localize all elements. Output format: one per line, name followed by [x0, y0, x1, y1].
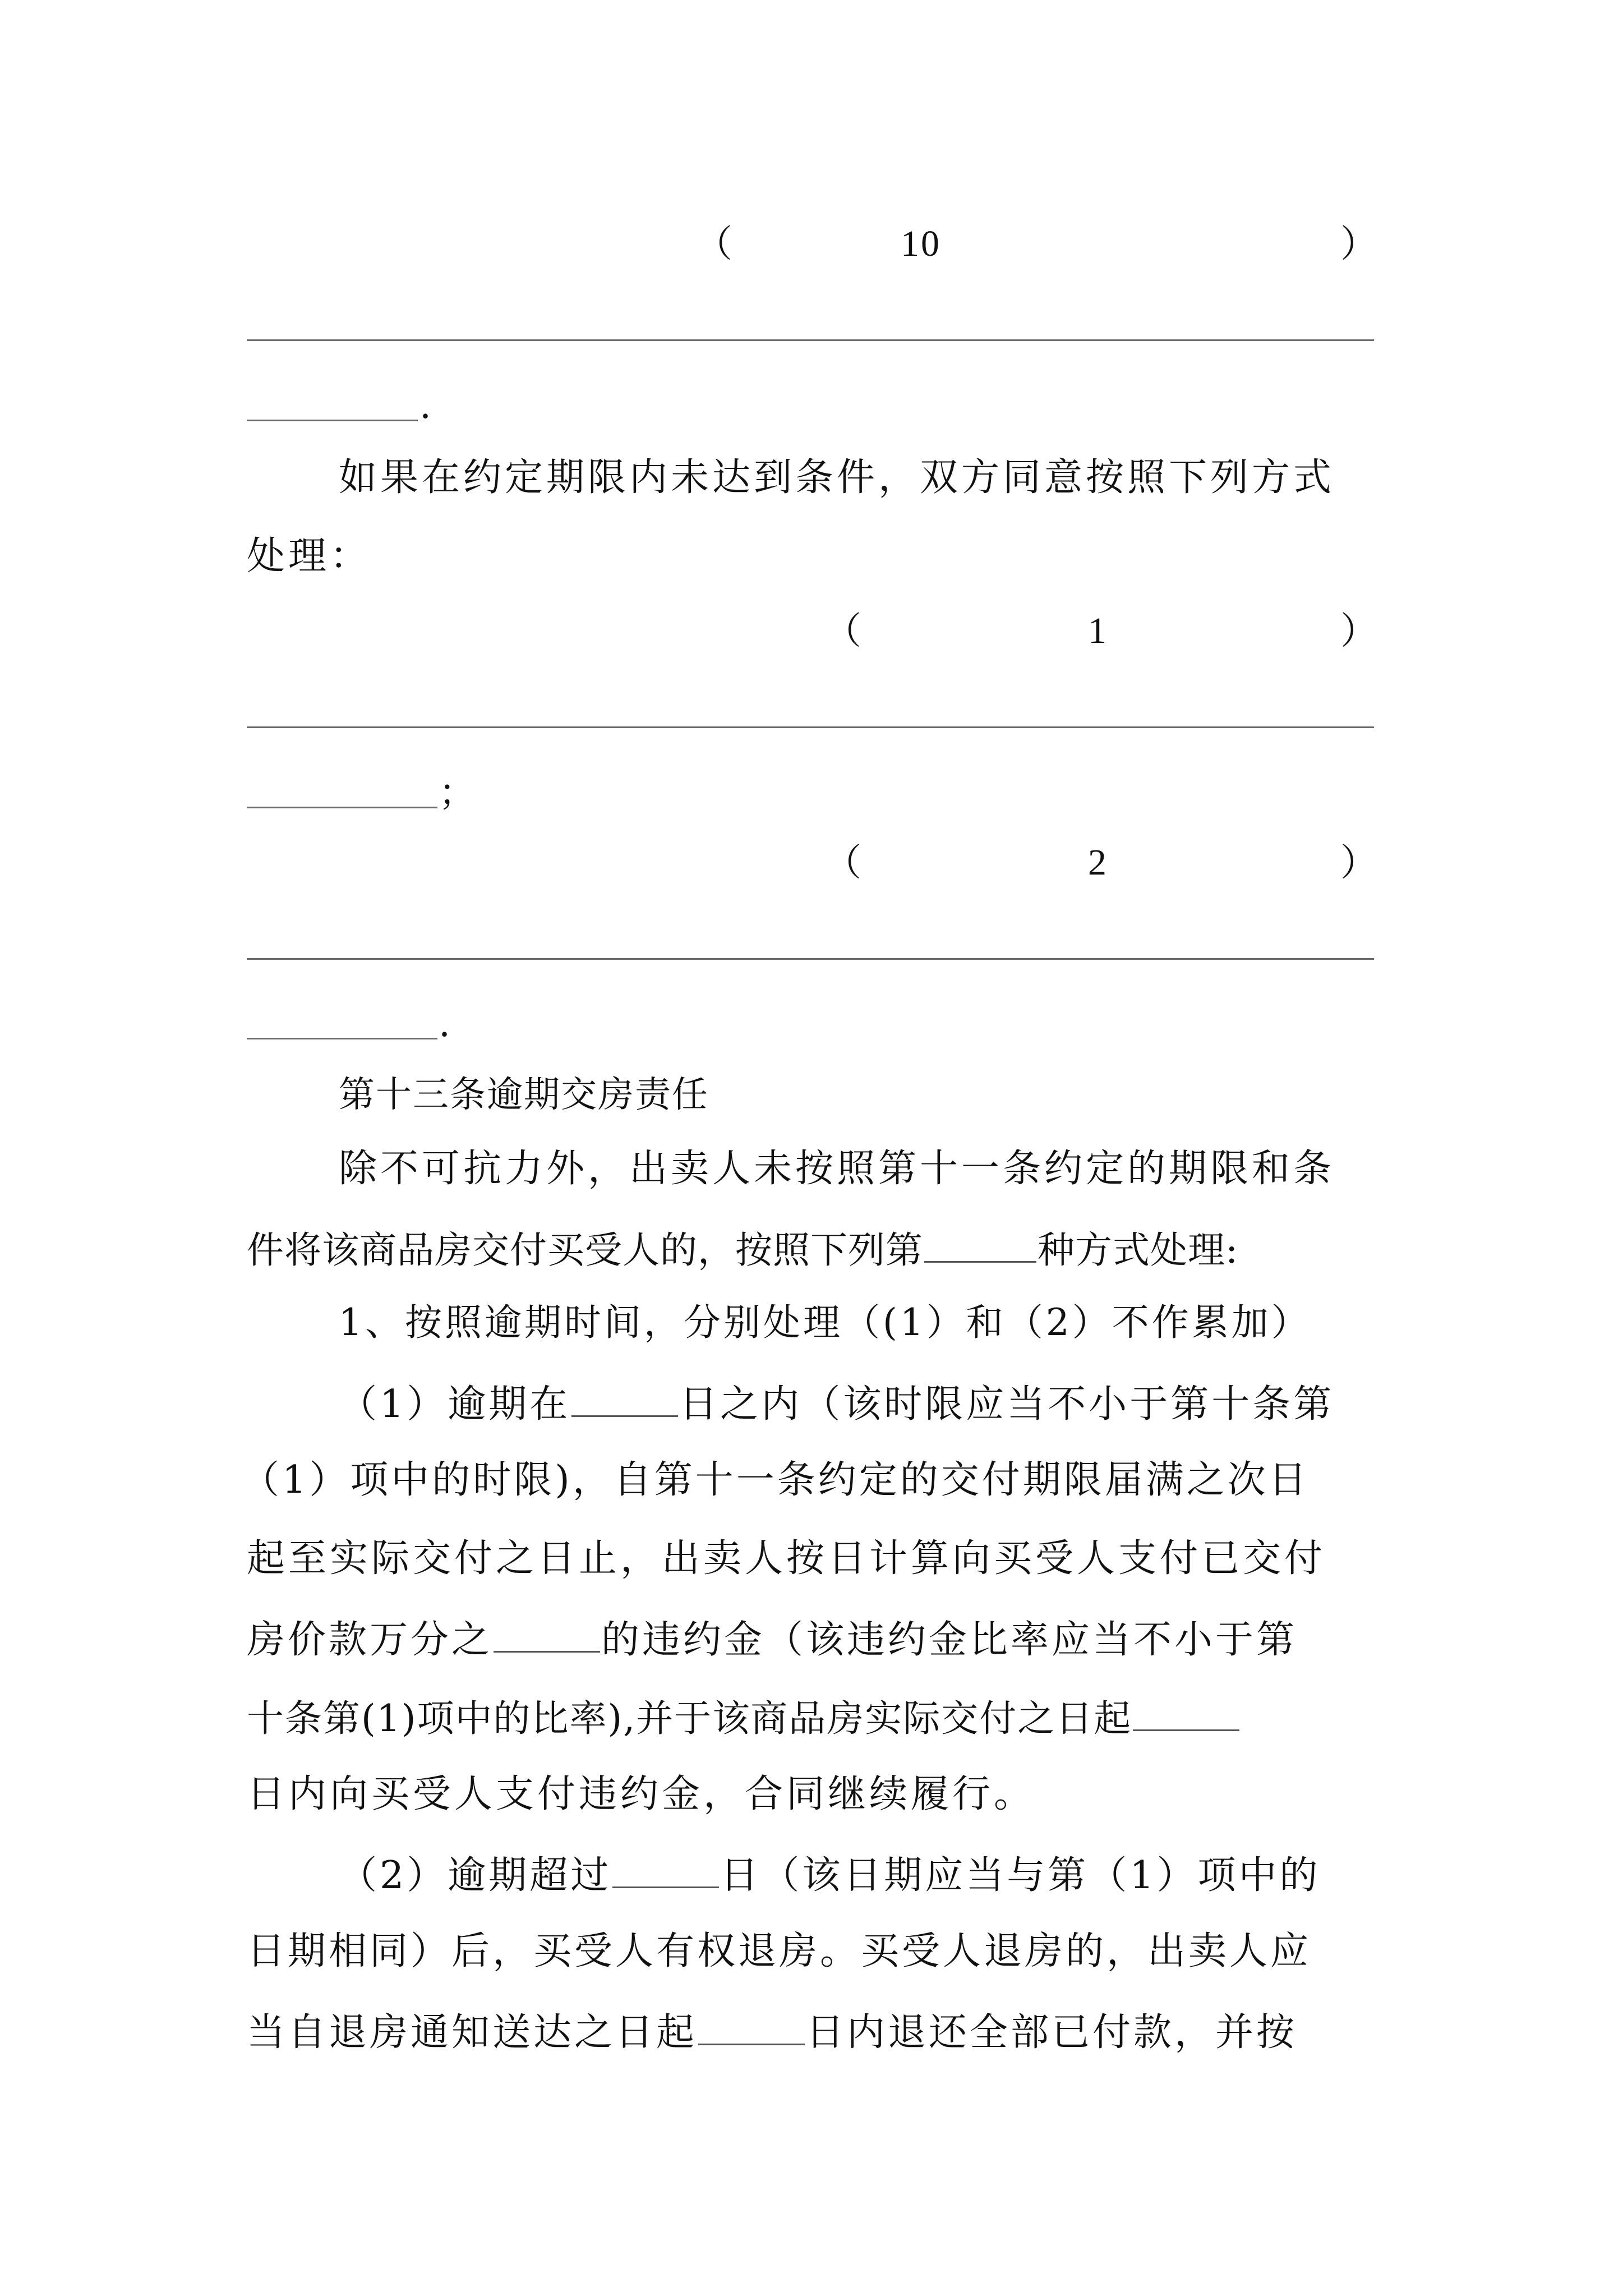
option-2-close-paren: ）	[1340, 841, 1379, 884]
fill-in-line	[247, 726, 1374, 728]
sub-clause-1-line-3: 起至实际交付之日止，出卖人按日计算向买受人支付已交付	[247, 1536, 1326, 1581]
sub-2-line-1-part-b: 日（该日期应当与第（1）项中的	[720, 1853, 1321, 1898]
item-10-number: 10	[901, 223, 941, 264]
intro-line-2-part-b: 种方式处理:	[1038, 1228, 1239, 1272]
item-10-open-paren: （	[695, 222, 734, 265]
option-2-open-paren: （	[824, 841, 863, 884]
item-10-tail: .	[419, 384, 433, 427]
sub-2-line-1-part-a: （2）逾期超过	[339, 1853, 612, 1898]
option-1-close-paren: ）	[1340, 609, 1379, 652]
sub-clause-1-line-4	[247, 1618, 1298, 1662]
article-13-title: 第十三条逾期交房责任	[339, 1074, 709, 1116]
fill-in-line-short	[247, 420, 418, 421]
sub-1-line-5-text: 十条第(1)项中的比率),并于该商品房实际交付之日起	[247, 1697, 1132, 1740]
sub-clause-2-line-1	[339, 1853, 1321, 1898]
fill-in-line	[247, 958, 1374, 960]
condition-paragraph-line-1: 如果在约定期限内未达到条件，双方同意按照下列方式	[339, 455, 1335, 500]
option-1-open-paren: （	[824, 609, 863, 652]
fill-in-line-short	[247, 1038, 437, 1039]
blank-field[interactable]	[924, 1228, 1036, 1263]
condition-paragraph-line-2: 处理：	[247, 534, 372, 578]
blank-field[interactable]	[494, 1618, 600, 1653]
sub-2-line-3-part-b: 日内退还全部已付款，并按	[806, 2010, 1298, 2055]
sub-1-line-4-part-b: 的违约金（该违约金比率应当不小于第	[601, 1618, 1298, 1662]
sub-clause-1-line-1	[339, 1382, 1335, 1427]
option-1-number: 1	[1088, 610, 1108, 651]
option-1-tail: ；	[439, 771, 477, 814]
sub-clause-2-line-3	[247, 2010, 1298, 2055]
article-13-intro-line-1: 除不可抗力外，出卖人未按照第十一条约定的期限和条	[339, 1147, 1335, 1191]
fill-in-line-short	[247, 807, 437, 808]
clause-1-heading: 1、按照逾期时间，分别处理（(1）和（2）不作累加）	[339, 1301, 1311, 1344]
blank-field[interactable]	[612, 1854, 719, 1888]
sub-clause-2-line-2: 日期相同）后，买受人有权退房。买受人退房的，出卖人应	[247, 1929, 1312, 1973]
blank-field[interactable]	[698, 2011, 805, 2045]
sub-1-line-1-part-a: （1）逾期在	[339, 1382, 571, 1427]
sub-clause-1-line-5	[247, 1697, 1241, 1740]
sub-1-line-4-part-a: 房价款万分之	[247, 1618, 493, 1662]
sub-clause-1-line-6: 日内向买受人支付违约金，合同继续履行。	[247, 1772, 1036, 1816]
sub-clause-1-line-2: （1）项中的时限)，自第十一条约定的交付期限届满之次日	[241, 1458, 1310, 1502]
article-13-intro-line-2	[247, 1228, 1239, 1272]
blank-field[interactable]	[571, 1383, 678, 1417]
sub-1-line-1-part-b: 日之内（该时限应当不小于第十条第	[679, 1382, 1335, 1427]
intro-line-2-part-a: 件将该商品房交付买受人的，按照下列第	[247, 1228, 923, 1272]
item-10-close-paren: ）	[1340, 222, 1379, 265]
option-2-number: 2	[1088, 842, 1108, 883]
option-2-tail: .	[439, 1002, 452, 1045]
sub-2-line-3-part-a: 当自退房通知送达之日起	[247, 2010, 698, 2055]
fill-in-line	[247, 339, 1374, 341]
blank-field[interactable]	[1133, 1697, 1239, 1731]
